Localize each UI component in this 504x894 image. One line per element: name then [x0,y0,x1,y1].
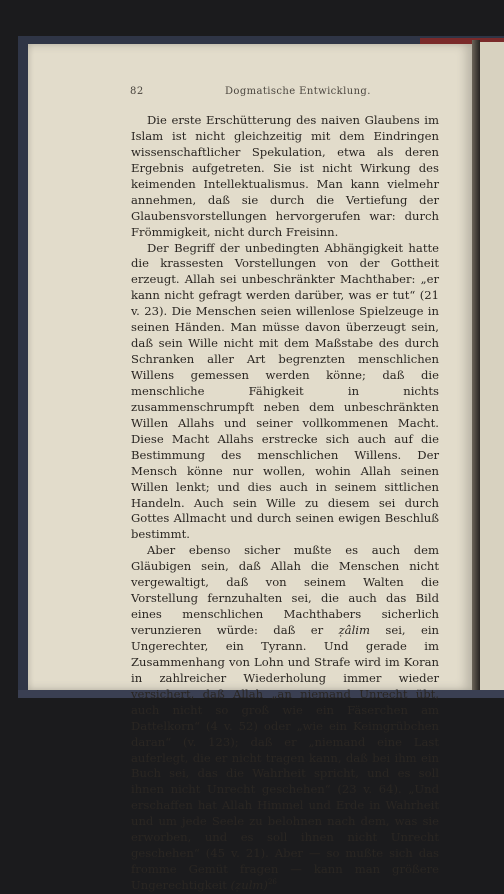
paragraph-text: sei, ein Ungerechter, ein Tyrann. Und gerade im Zusammenhang von Lohn und Strafe wird im Koran in zahlreicher Wiederholung immer wieder versichert, daß Allah „an niemand Unrecht übt, auch nicht so groß wie ein Fäserchen am Dattelkorn“ (4 v. 52) oder „wie ein Keimgrübchen daran“ (v. 123); daß er „niemand eine Last auferlegt, die er nicht tragen kann, daß bei ihm ein Buch sei, das die Wahrheit spricht, und es soll ihnen nicht Unrecht geschehen“ (23 v. 64). „Und erschaffen hat Allah Himmel und Erde in Wahrheit und um jede Seele zu belohnen nach dem, was sie erworben, und es soll ihnen nicht Unrecht geschehen“ (45 v. 21). Aber — so mußte sich das fromme Gemüt fragen — kann man größere Ungerechtigkeit [131,623,440,892]
running-title: Dogmatische Entwicklung. [225,86,371,97]
page-number: 82 [130,86,144,97]
page-body [131,113,439,894]
paragraph [131,543,439,894]
book-gutter [472,40,480,692]
page-header [130,86,438,100]
arabic-term: (ẓulm) [230,878,268,892]
paragraph: Die erste Erschütterung des naiven Glaubens im Islam ist nicht gleichzeitig mit dem Eindringen wissenschaftlicher Spekulation, etwa als deren Ergebnis aufgetreten. Sie ist nicht Wirkung des keimenden Intellektualismus. Man kann vielmehr annehmen, daß sie durch die Vertiefung der Glaubensvorstellungen hervorgerufen war: durch Frömmigkeit, nicht durch Freisinn. [131,113,439,239]
footnote-marker: 26 [267,878,277,887]
arabic-term: ẓâlim [338,623,370,637]
paragraph: Der Begriff der unbedingten Abhängigkeit hatte die krassesten Vorstellungen von der Gottheit erzeugt. Allah sei unbeschränkter Machthaber: „er kann nicht gefragt werden darüber, was er tut“ (21 v. 23). Die Menschen seien willenlose Spielzeuge in seinen Händen. Man müsse davon überzeugt sein, daß sein Wille nicht mit dem Maßstabe des durch Schranken aller Art begrenzten menschlichen Willens gemessen werden könne; daß die menschliche Fähigkeit in nichts zusammenschrumpft neben dem unbeschränkten Willen Allahs und seiner vollkommenen Macht. Diese Macht Allahs erstrecke sich auch auf die Bestimmung des menschlichen Willens. Der Mensch könne nur wollen, wohin Allah seinen Willen lenkt; und dies auch in seinem sittlichen Handeln. Auch sein Wille zu diesem sei durch Gottes Allmacht und durch seinen ewigen Beschluß bestimmt. [131,240,439,542]
paragraph-text: Aber ebenso sicher mußte es auch dem Gläubigen sein, daß Allah die Menschen nicht vergewaltigt, daß von seinem Walten die Vorstellung fernzuhalten sei, die auch das Bild eines menschlichen Machthabers sicherlich verunzieren würde: daß er [131,543,439,637]
facing-page-edge [480,42,504,690]
